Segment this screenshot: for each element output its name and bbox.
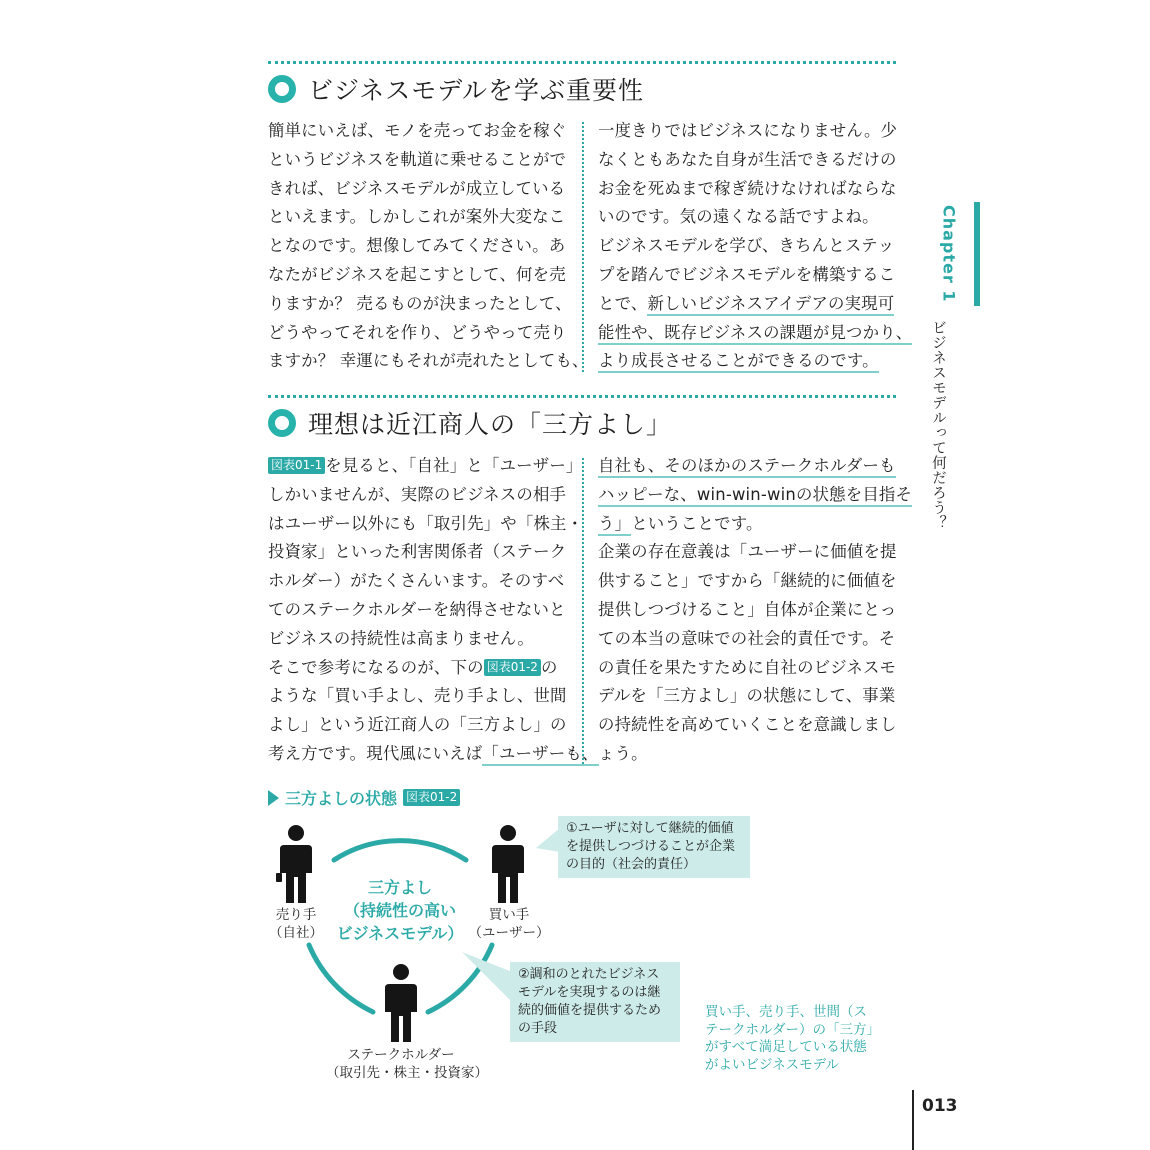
text-line: の責任を果たすために自社のビジネスモ xyxy=(598,657,897,677)
text-line: といえます。しかしこれが案外大変なこ xyxy=(268,207,566,227)
stakeholder-label xyxy=(326,1046,488,1082)
callout-line: の手段 xyxy=(518,1021,558,1036)
text-line: ますか？ 幸運にもそれが売れたとしても、 xyxy=(268,351,589,371)
text-segment: の xyxy=(540,657,558,677)
text-line: よし」という近江商人の「三方よし」の xyxy=(268,715,567,735)
text-line: きれば、ビジネスモデルが成立している xyxy=(268,178,566,198)
callout1-pointer xyxy=(536,828,560,852)
text-line: 一度きりではビジネスになりません。少 xyxy=(598,121,898,140)
note-line: がよいビジネスモデル xyxy=(705,1056,839,1073)
text-line: ての本当の意味での社会的責任です。そ xyxy=(598,628,896,648)
page-number: 013 xyxy=(922,1096,958,1116)
underlined-text: う」 xyxy=(598,514,631,536)
cycle-arc-top xyxy=(334,841,466,860)
text-line: なたがビジネスを起こすとして、何を売 xyxy=(268,264,566,284)
seller-label-line: （自社） xyxy=(269,925,323,941)
figure-ref-tag[interactable]: 図表01-2 xyxy=(484,659,541,676)
section2-heading-text: 理想は近江商人の「三方よし」 xyxy=(308,410,673,439)
text-line: りますか？ 売るものが決まったとして、 xyxy=(268,293,572,313)
underlined-text: 新しいビジネスアイデアの実現可 xyxy=(647,294,894,316)
text-line: ビジネスの持続性は高まりません。 xyxy=(268,628,534,648)
section1-heading-text: ビジネスモデルを学ぶ重要性 xyxy=(308,76,645,105)
stakeholder-label-line: ステークホルダー xyxy=(347,1047,455,1063)
text-line: となのです。想像してみてください。あ xyxy=(268,236,566,256)
text-segment: 考え方です。現代風にいえば xyxy=(268,743,483,763)
callout-line: を提供しつづけることが企業 xyxy=(566,839,736,854)
text-line: デルを「三方よし」の状態にして、事業 xyxy=(598,686,896,706)
stakeholder-person-icon xyxy=(385,964,417,1042)
cycle-arc-left xyxy=(309,945,373,1012)
text-line: 企業の存在意義は「ユーザーに価値を提 xyxy=(598,542,897,562)
text-line: はユーザー以外にも「取引先」や「株主・ xyxy=(268,513,584,533)
text-line: ょう。 xyxy=(598,743,648,763)
underlined-text: ハッピーな、win-win-winの状態を目指そ xyxy=(598,485,912,507)
buyer-label-line: （ユーザー） xyxy=(468,925,550,941)
note-line: がすべて満足している状態 xyxy=(705,1039,867,1055)
text-line: お金を死ぬまで稼ぎ続けなければならな xyxy=(598,178,897,198)
cycle-arc-right xyxy=(428,945,492,1012)
text-line: 投資家」といった利害関係者（ステーク xyxy=(268,542,567,562)
center-label-line: 三方よし xyxy=(367,878,432,897)
text-segment: を見ると、「自社」と「ユーザー」 xyxy=(325,456,583,475)
text-line: というビジネスを軌道に乗せることがで xyxy=(268,149,567,169)
chapter-title: ビジネスモデルって何だろう？ xyxy=(930,320,946,530)
note-line: テークホルダー）の「三方」 xyxy=(705,1021,880,1038)
callout-line: の目的（社会的責任） xyxy=(566,857,697,872)
buyer-label-line: 買い手 xyxy=(488,907,530,923)
center-label-line: ビジネスモデル） xyxy=(336,924,464,943)
page-number-bar xyxy=(912,1090,914,1150)
figure-ref-tag[interactable]: 図表01-1 xyxy=(268,457,325,474)
underlined-text: 「ユーザーも、 xyxy=(482,744,598,766)
text-line: 提供しつづけること」自体が企業にとっ xyxy=(598,599,897,619)
text-line: てのステークホルダーを納得させないと xyxy=(268,599,566,619)
callout-1 xyxy=(558,816,750,878)
figure-ref-tag: 図表01-2 xyxy=(403,789,460,806)
text-line: の持続性を高めていくことを意識しまし xyxy=(598,715,897,735)
text-line: いのです。気の遠くなる話ですよね。 xyxy=(598,207,879,227)
text-line: どうやってそれを作り、どうやって売り xyxy=(268,322,567,342)
underlined-text: 能性や、既存ビジネスの課題が見つかり、 xyxy=(598,323,912,345)
text-line: ような「買い手よし、売り手よし、世間 xyxy=(268,686,567,706)
text-line: 供すること」ですから「継続的に価値を xyxy=(598,571,897,591)
callout-line: 続的価値を提供するため xyxy=(518,1003,662,1018)
callout-line: ①ユーザに対して継続的価値 xyxy=(566,821,734,836)
callout-line: モデルを実現するのは継 xyxy=(518,985,661,1000)
center-label xyxy=(300,876,500,945)
text-segment: そこで参考になるのが、下の xyxy=(268,657,484,677)
underlined-text: より成長させることができるのです。 xyxy=(598,351,879,373)
callout-line: ②調和のとれたビジネス xyxy=(518,967,660,982)
text-segment: とで、 xyxy=(598,293,648,313)
text-line: ビジネスモデルを学び、きちんとステッ xyxy=(598,236,895,256)
text-line: ホルダー）がたくさんいます。そのすべ xyxy=(268,571,565,591)
stakeholder-label-line: （取引先・株主・投資家） xyxy=(326,1065,488,1081)
text-line: 簡単にいえば、モノを売ってお金を稼ぐ xyxy=(268,121,567,140)
seller-label-line: 売り手 xyxy=(275,907,317,923)
note-line: 買い手、売り手、世間（ス xyxy=(705,1004,867,1020)
underlined-text: 自社も、そのほかのステークホルダーも xyxy=(598,456,896,478)
text-line: プを踏んでビジネスモデルを構築するこ xyxy=(598,264,896,284)
text-segment: ということです。 xyxy=(631,513,763,533)
center-label-line: （持続性の高い xyxy=(343,901,456,920)
callout-2 xyxy=(510,962,680,1042)
chapter-label: Chapter 1 xyxy=(939,205,959,303)
text-line: しかいませんが、実際のビジネスの相手 xyxy=(268,484,567,504)
figure-title-text: 三方よしの状態 xyxy=(285,789,398,808)
text-line: なくともあなた自身が生活できるだけの xyxy=(598,149,897,169)
figure-note xyxy=(705,1004,880,1074)
